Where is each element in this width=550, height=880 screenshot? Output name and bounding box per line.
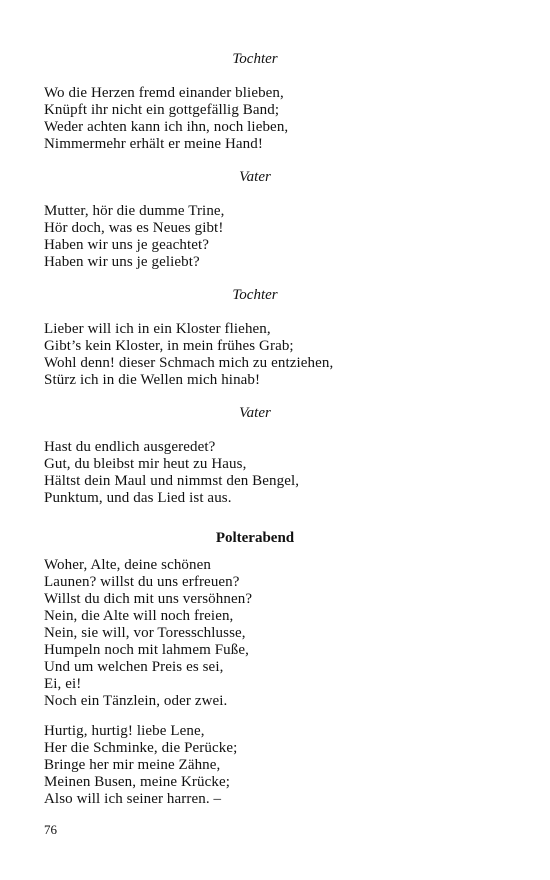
verse-line: Wo die Herzen fremd einander blieben, [44,85,284,101]
poem-title: Polterabend [215,530,295,546]
verse-line: Woher, Alte, deine schönen [44,557,211,573]
verse-line: Haben wir uns je geliebt? [44,254,200,270]
verse-line: Punktum, und das Lied ist aus. [44,490,232,506]
verse-line: Willst du dich mit uns versöhnen? [44,591,253,607]
verse-line: Humpeln noch mit lahmem Fuße, [44,642,249,658]
verse-line: Launen? willst du uns erfreuen? [44,574,240,590]
verse-line: Nimmermehr erhält er meine Hand! [44,136,263,152]
page-number: 76 [44,822,57,837]
verse-line: Gut, du bleibst mir heut zu Haus, [44,456,247,472]
verse-line: Stürz ich in die Wellen mich hinab! [44,372,261,388]
verse-line: Hast du endlich ausgeredet? [44,439,216,455]
speaker-label: Tochter [232,51,278,67]
speaker-label: Vater [239,405,271,421]
verse-line: Nein, sie will, vor Toresschlusse, [44,625,246,641]
speaker-label: Tochter [232,287,278,303]
verse-line: Mutter, hör die dumme Trine, [44,203,225,219]
verse-line: Und um welchen Preis es sei, [44,659,224,675]
verse-line: Hurtig, hurtig! liebe Lene, [44,723,205,739]
verse-line: Bringe her mir meine Zähne, [44,757,221,773]
verse-line: Lieber will ich in ein Kloster fliehen, [44,321,271,337]
speaker-label: Vater [239,169,271,185]
verse-line: Also will ich seiner harren. – [44,791,222,807]
verse-line: Her die Schminke, die Perücke; [44,740,238,756]
verse-line: Hör doch, was es Neues gibt! [44,220,224,236]
verse-line: Hältst dein Maul und nimmst den Bengel, [44,473,300,489]
verse-line: Nein, die Alte will noch freien, [44,608,234,624]
verse-line: Haben wir uns je geachtet? [44,237,210,253]
verse-line: Gibt’s kein Kloster, in mein frühes Grab; [44,338,294,354]
verse-line: Ei, ei! [44,676,82,692]
verse-line: Noch ein Tänzlein, oder zwei. [44,693,228,709]
verse-line: Weder achten kann ich ihn, noch lieben, [44,119,289,135]
verse-line: Meinen Busen, meine Krücke; [44,774,230,790]
verse-line: Knüpft ihr nicht ein gottgefällig Band; [44,102,280,118]
verse-line: Wohl denn! dieser Schmach mich zu entziehen, [44,355,334,371]
